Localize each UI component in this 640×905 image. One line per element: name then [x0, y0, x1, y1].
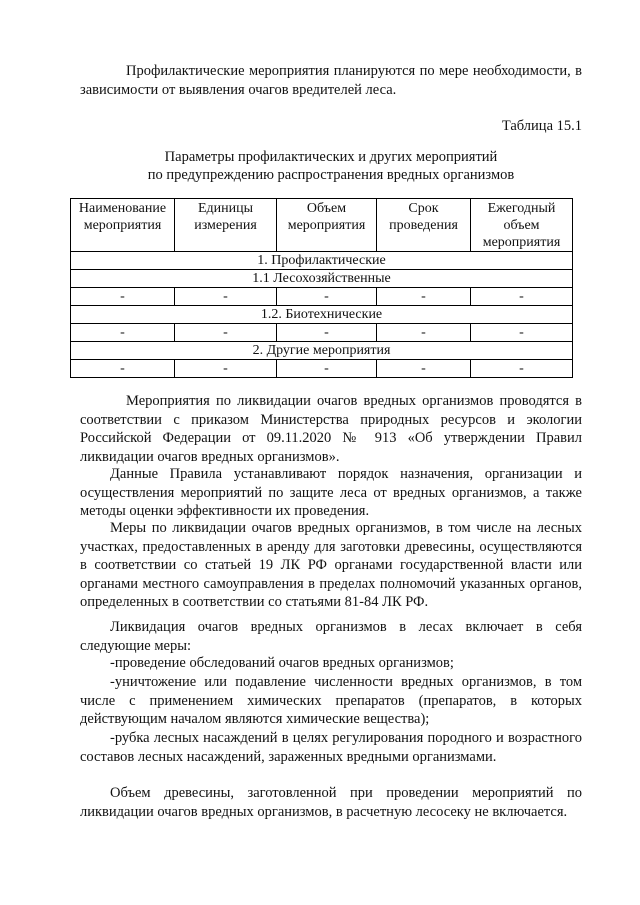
table-cell: -	[471, 288, 573, 306]
table-row	[71, 288, 573, 306]
body-paragraph-5: Объем древесины, заготовленной при проведении мероприятий по ликвидации очагов вредных организмов, в расчетную лесосеку не включается.	[80, 785, 582, 820]
table-header-row	[71, 199, 573, 252]
header-annual-volume: Ежегодный объем мероприятия	[471, 199, 573, 252]
table-label: Таблица 15.1	[501, 118, 582, 134]
table-cell: -	[175, 324, 277, 342]
table-title-line1: Параметры профилактических и других мероприятий	[164, 149, 498, 165]
table-cell: -	[277, 360, 377, 378]
body-paragraph-1: Мероприятия по ликвидации очагов вредных организмов проводятся в соответствии с приказом Министерства природных ресурсов и экологии Российской Федерации от 09.11.2020 № 913 «Об утверждении Правил ликвидации очагов вредных организмов».	[80, 393, 582, 465]
table-cell: -	[71, 324, 175, 342]
table-cell: -	[71, 360, 175, 378]
table-cell: -	[377, 360, 471, 378]
table-row	[71, 360, 573, 378]
section-prophylactic: 1. Профилактические	[71, 252, 573, 270]
body-paragraph-2: Данные Правила устанавливают порядок назначения, организации и осуществления мероприятий по защите леса от вредных организмов, а также методы оценки эффективности их проведения.	[80, 466, 582, 519]
header-name: Наименование мероприятия	[71, 199, 175, 252]
table-row	[71, 324, 573, 342]
body-paragraph-4: Ликвидация очагов вредных организмов в лесах включает в себя следующие меры:	[80, 619, 582, 654]
table-cell: -	[471, 360, 573, 378]
section-forestry: 1.1 Лесохозяйственные	[71, 270, 573, 288]
list-item-2: -уничтожение или подавление численности вредных организмов, в том числе с применением химических препаратов (препаратов, в которых действующим началом являются химические вещества);	[80, 674, 582, 727]
table-cell: -	[175, 288, 277, 306]
table-title-line2: по предупреждению распространения вредных организмов	[147, 167, 515, 183]
table-cell: -	[377, 324, 471, 342]
table-cell: -	[377, 288, 471, 306]
header-term: Срок проведения	[377, 199, 471, 252]
section-other: 2. Другие мероприятия	[71, 342, 573, 360]
body-paragraph-3: Меры по ликвидации очагов вредных организмов, в том числе на лесных участках, предоставленных в аренду для заготовки древесины, осуществляются в соответствии со статьей 19 ЛК РФ органами государственной власти или органами местного самоуправления в пределах полномочий указанных органов, определенных в соответствии со статьями 81-84 ЛК РФ.	[80, 520, 582, 610]
table-cell: -	[471, 324, 573, 342]
table-cell: -	[277, 324, 377, 342]
list-item-1: -проведение обследований очагов вредных организмов;	[110, 655, 454, 671]
table-cell: -	[175, 360, 277, 378]
intro-paragraph: Профилактические мероприятия планируются по мере необходимости, в зависимости от выявления очагов вредителей леса.	[80, 63, 582, 98]
list-item-3: -рубка лесных насаждений в целях регулирования породного и возрастного составов лесных насаждений, зараженных вредными организмами.	[80, 730, 582, 765]
table-cell: -	[277, 288, 377, 306]
section-biotech: 1.2. Биотехнические	[71, 306, 573, 324]
header-volume: Объем мероприятия	[277, 199, 377, 252]
header-units: Единицы измерения	[175, 199, 277, 252]
table-cell: -	[71, 288, 175, 306]
parameters-table	[70, 198, 573, 378]
